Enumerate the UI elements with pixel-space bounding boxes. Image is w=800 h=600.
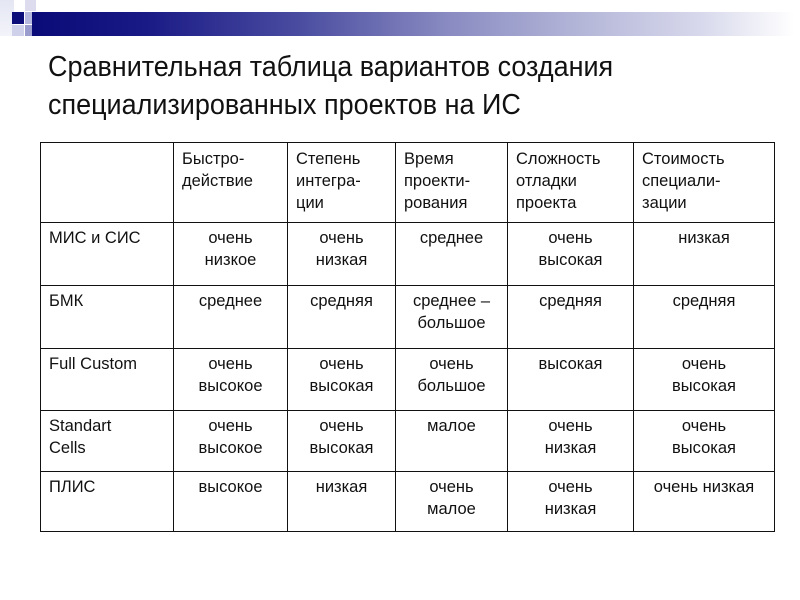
row-label-text: ПЛИС: [49, 478, 96, 496]
cell-text: низкая: [544, 439, 597, 457]
header-cell-debug-complexity: [508, 143, 634, 223]
header-cell-design-time: [396, 143, 508, 223]
row-label: [41, 223, 174, 286]
cell-text: высокое: [198, 439, 263, 457]
cell-text: низкое: [204, 251, 257, 269]
table-cell: [288, 223, 396, 286]
header-text: специали-: [642, 172, 721, 190]
cell-text: среднее: [198, 292, 263, 310]
row-label-text: Full Custom: [49, 355, 138, 373]
header-cell-specialization-cost: [634, 143, 775, 223]
cell-text: очень: [681, 355, 727, 373]
slide-title-line-2: специализированных проектов на ИС: [48, 89, 521, 121]
cell-text: очень: [548, 417, 593, 435]
row-label-text: БМК: [49, 292, 84, 310]
header-text: проекта: [516, 194, 577, 212]
header-text: Стоимость: [642, 150, 725, 168]
cell-text: высокая: [672, 439, 736, 457]
cell-text: очень: [429, 478, 474, 496]
cell-text: средняя: [539, 292, 602, 310]
cell-text: очень: [208, 417, 253, 435]
cell-text: среднее: [419, 229, 484, 247]
cell-text: очень: [319, 229, 364, 247]
header-text: действие: [182, 172, 253, 190]
table-cell: [634, 411, 775, 472]
cell-text: средняя: [672, 292, 736, 310]
cell-text: очень низкая: [653, 478, 755, 496]
decor-square-pale: [25, 0, 36, 11]
header-text: Время: [404, 150, 454, 168]
cell-text: большое: [417, 314, 486, 332]
cell-text: малое: [427, 417, 476, 435]
header-text: проекти-: [404, 172, 471, 190]
row-label: [41, 472, 174, 532]
table-cell: [396, 286, 508, 349]
table-cell: [174, 349, 288, 411]
decor-square-navy: [12, 12, 24, 24]
cell-text: высокая: [538, 251, 603, 269]
table-cell: [396, 411, 508, 472]
table-cell: [288, 349, 396, 411]
row-label: [41, 286, 174, 349]
row-label-text: МИС и СИС: [49, 229, 141, 247]
table-cell: [508, 223, 634, 286]
header-text: интегра-: [296, 172, 361, 190]
table-row: [41, 349, 775, 411]
cell-text: очень: [319, 417, 364, 435]
header-text: Быстро-: [182, 150, 245, 168]
table-cell: [508, 472, 634, 532]
row-label: [41, 349, 174, 411]
table-cell: [288, 472, 396, 532]
row-label: [41, 411, 174, 472]
cell-text: высокая: [309, 377, 374, 395]
cell-text: среднее –: [412, 292, 491, 310]
cell-text: очень: [208, 355, 253, 373]
row-label-text: Cells: [49, 439, 86, 457]
table-cell: [634, 286, 775, 349]
table-cell: [174, 286, 288, 349]
table-cell: [634, 349, 775, 411]
cell-text: низкая: [678, 229, 730, 247]
cell-text: большое: [417, 377, 486, 395]
table-cell: [508, 411, 634, 472]
table-header-row: [41, 143, 775, 223]
cell-text: высокое: [198, 377, 263, 395]
table-cell: [174, 223, 288, 286]
cell-text: высокое: [198, 478, 263, 496]
table-cell: [288, 286, 396, 349]
cell-text: очень: [548, 478, 593, 496]
header-cell-integration: [288, 143, 396, 223]
table-cell: [174, 472, 288, 532]
cell-text: очень: [548, 229, 593, 247]
header-text: Степень: [296, 150, 361, 168]
comparison-table: [40, 142, 775, 532]
header-cell-speed: [174, 143, 288, 223]
header-text: отладки: [516, 172, 577, 190]
table-cell: [288, 411, 396, 472]
cell-text: низкая: [544, 500, 597, 518]
cell-text: высокая: [672, 377, 736, 395]
table-cell: [508, 349, 634, 411]
table-row: [41, 472, 775, 532]
header-text: рования: [404, 194, 468, 212]
cell-text: средняя: [310, 292, 373, 310]
decor-square-light: [12, 25, 24, 36]
table-cell: [396, 472, 508, 532]
table-cell: [396, 349, 508, 411]
row-label-text: Standart: [49, 417, 112, 435]
slide-title-line-1: Сравнительная таблица вариантов создания: [48, 51, 614, 83]
table-cell: [396, 223, 508, 286]
header-text: зации: [642, 194, 687, 212]
slide-title: [48, 48, 718, 124]
table-row: [41, 286, 775, 349]
cell-text: высокая: [309, 439, 374, 457]
header-text: ции: [296, 194, 324, 212]
table-row: [41, 223, 775, 286]
table-cell: [508, 286, 634, 349]
header-gradient-bar: [32, 12, 794, 36]
table-row: [41, 411, 775, 472]
table-cell: [634, 472, 775, 532]
cell-text: очень: [681, 417, 727, 435]
cell-text: очень: [429, 355, 474, 373]
cell-text: низкая: [315, 251, 368, 269]
cell-text: очень: [319, 355, 364, 373]
header-cell-empty: [41, 143, 174, 223]
cell-text: низкая: [315, 478, 368, 496]
cell-text: очень: [208, 229, 253, 247]
header-text: Сложность: [516, 150, 601, 168]
cell-text: высокая: [538, 355, 603, 373]
cell-text: малое: [427, 500, 476, 518]
table-cell: [174, 411, 288, 472]
table-cell: [634, 223, 775, 286]
